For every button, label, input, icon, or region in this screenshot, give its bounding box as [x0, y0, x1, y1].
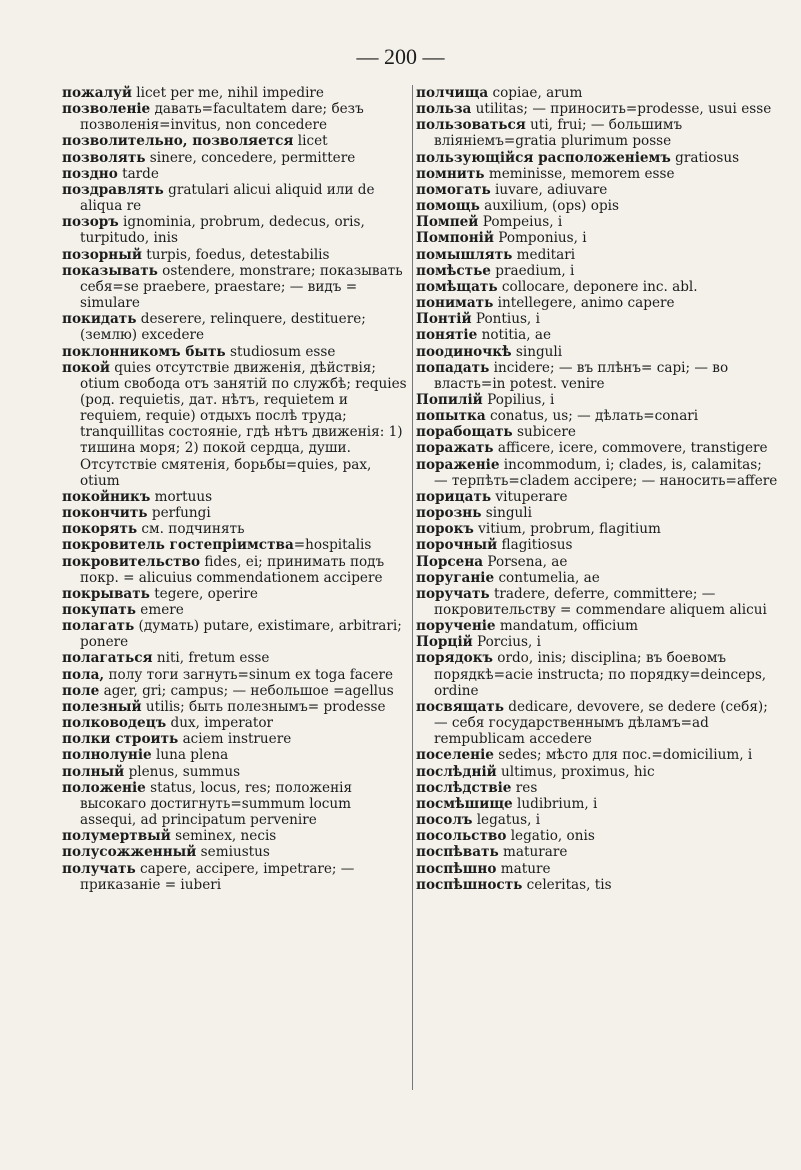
dictionary-entry [416, 166, 778, 182]
dictionary-entry [62, 747, 411, 763]
entry-headword: понимать [416, 295, 494, 312]
entry-translation: turpis, foedus, detestabilis [141, 246, 330, 263]
dictionary-entry [62, 715, 411, 731]
dictionary-entry [416, 521, 778, 537]
entry-headword: порокъ [416, 521, 474, 538]
entry-translation: ultimus, proximus, hic [496, 763, 655, 780]
entry-headword: поселеніе [416, 747, 494, 764]
entry-headword: поспѣшность [416, 876, 523, 893]
entry-headword: поручать [416, 585, 490, 602]
dictionary-entry [416, 877, 778, 893]
entry-translation: licet per me, nihil impedire [131, 85, 324, 101]
entry-headword: порученіе [416, 618, 496, 635]
dictionary-entry [416, 586, 778, 618]
dictionary-entry [416, 764, 778, 780]
entry-translation: ager, gri; campus; — небольшое =agellus [99, 682, 394, 699]
entry-translation: mandatum, officium [495, 618, 639, 635]
dictionary-entry [416, 440, 778, 456]
dictionary-entry [62, 521, 411, 537]
dictionary-entry [416, 634, 778, 650]
column-divider [412, 85, 413, 1090]
entry-headword: посмѣшище [416, 795, 513, 812]
entry-translation: vitium, probrum, flagitium [473, 521, 661, 538]
dictionary-entry [416, 182, 778, 198]
dictionary-entry [416, 101, 778, 117]
entry-headword: польза [416, 101, 472, 118]
entry-headword: полезный [62, 698, 142, 715]
dictionary-entry [416, 230, 778, 246]
dictionary-entry [62, 101, 411, 133]
entry-headword: посвящать [416, 698, 504, 715]
entry-headword: покровитель гостепріимства [62, 537, 294, 554]
entry-headword: посолъ [416, 812, 473, 829]
entry-headword: полчища [416, 85, 489, 101]
entry-translation: meditari [512, 246, 576, 263]
entry-translation: legatus, i [472, 812, 541, 829]
entry-translation: singuli [481, 505, 533, 522]
entry-translation: contumelia, ae [494, 569, 600, 586]
entry-headword: порабощать [416, 424, 513, 441]
dictionary-entry [62, 602, 411, 618]
entry-headword: попадать [416, 359, 490, 376]
entry-translation: seminex, necis [170, 828, 277, 845]
entry-translation: gratiosus [670, 149, 740, 166]
dictionary-entry [416, 214, 778, 230]
entry-headword: покой [62, 359, 110, 376]
dictionary-entry [416, 392, 778, 408]
entry-headword: покончить [62, 505, 148, 522]
entry-translation: utilitas; — приносить=prodesse, usui esse [471, 101, 772, 118]
entry-headword: послѣдній [416, 763, 497, 780]
entry-headword: полководецъ [62, 715, 167, 732]
dictionary-entry [62, 489, 411, 505]
entry-headword: позволительно, позволяется [62, 133, 294, 150]
dictionary-entry [62, 360, 411, 489]
right-column [416, 85, 778, 893]
entry-headword: полусожженный [62, 844, 197, 861]
dictionary-entry [62, 505, 411, 521]
entry-translation: ignominia, probrum, dedecus, oris, turpitudo, inis [80, 214, 370, 247]
entry-headword: поспѣшно [416, 860, 497, 877]
dictionary-entry [416, 796, 778, 812]
entry-headword: Порсена [416, 553, 484, 570]
entry-headword: порочный [416, 537, 498, 554]
dictionary-entry [416, 861, 778, 877]
entry-headword: помышлять [416, 246, 513, 263]
entry-headword: поклонникомъ быть [62, 343, 226, 360]
entry-translation: mortuus [150, 488, 213, 505]
dictionary-entry [62, 133, 411, 149]
entry-headword: пораженіе [416, 456, 500, 473]
page-number: — 200 — [356, 44, 445, 69]
entry-headword: Помпоній [416, 230, 494, 247]
dictionary-entry [62, 85, 411, 101]
dictionary-entry [62, 311, 411, 343]
dictionary-entry [62, 586, 411, 602]
entry-translation: dux, imperator [166, 715, 274, 732]
dictionary-entry [416, 747, 778, 763]
entry-headword: Помпей [416, 214, 479, 231]
entry-headword: помѣстье [416, 262, 491, 279]
entry-headword: попытка [416, 408, 486, 425]
entry-headword: помѣщать [416, 278, 498, 295]
dictionary-entry [416, 812, 778, 828]
entry-translation: auxilium, (ops) opis [479, 198, 620, 215]
entry-headword: позволеніе [62, 101, 151, 118]
entry-translation: studiosum esse [225, 343, 336, 360]
entry-headword: полки строить [62, 731, 179, 748]
entry-headword: помогать [416, 181, 491, 198]
entry-translation: =hospitalis [293, 537, 372, 554]
entry-headword: Понтій [416, 311, 472, 328]
dictionary-entry [62, 861, 411, 893]
dictionary-entry [62, 344, 411, 360]
entry-headword: позорный [62, 246, 142, 263]
entry-translation: copiae, arum [488, 85, 583, 101]
entry-headword: поодиночкѣ [416, 343, 512, 360]
dictionary-entry [416, 150, 778, 166]
entry-translation: notitia, ae [477, 327, 552, 344]
entry-translation: fides, ei; принимать подъ покр. = alicuius commendationem accipere [80, 553, 389, 586]
entry-translation: ordo, inis; disciplina; въ боевомъ порядкѣ=acie instructa; по порядку=deinceps, ordine [434, 650, 771, 699]
entry-headword: помощь [416, 198, 480, 215]
dictionary-entry [416, 780, 778, 796]
dictionary-entry [416, 554, 778, 570]
entry-translation: semiustus [196, 844, 270, 861]
entry-translation: licet [293, 133, 328, 150]
dictionary-entry [416, 344, 778, 360]
entry-headword: поздно [62, 165, 118, 182]
entry-translation: sinere, concedere, permittere [145, 149, 356, 166]
entry-headword: позволять [62, 149, 146, 166]
entry-headword: поздравлять [62, 181, 164, 198]
entry-translation: deserere, relinquere, destituere; (землю) excedere [80, 311, 371, 344]
entry-translation: meminisse, memorem esse [484, 165, 675, 182]
entry-translation: niti, fretum esse [152, 650, 270, 667]
entry-headword: полагаться [62, 650, 153, 667]
entry-headword: порицать [416, 488, 492, 505]
entry-translation: mature [496, 860, 551, 877]
entry-headword: покрывать [62, 585, 150, 602]
entry-translation: emere [135, 602, 184, 618]
dictionary-entry [62, 828, 411, 844]
dictionary-entry [62, 780, 411, 828]
dictionary-entry [416, 263, 778, 279]
dictionary-entry [62, 247, 411, 263]
entry-translation: Porsena, ae [483, 553, 568, 570]
dictionary-entry [416, 279, 778, 295]
entry-translation: см. подчинять [137, 521, 245, 538]
entry-headword: покорять [62, 521, 138, 538]
entry-translation: vituperare [491, 488, 568, 505]
entry-translation: ostendere, monstrare; показывать себя=se praebere, praestare; — видъ = simulare [80, 262, 407, 312]
entry-headword: покойникъ [62, 488, 151, 505]
entry-translation: capere, accipere, impetrare; — приказаніе = iuberi [80, 860, 359, 893]
entry-headword: Порцій [416, 634, 473, 651]
entry-translation: quies отсутствіе движенія, дѣйствія; otium свобода отъ занятій по службѣ; requies (род. requietis, дат. нѣтъ, requietem и requiem, requie) отдыхъ послѣ труда; tranquillitas состояніе, гдѣ нѣтъ движенія: 1) тишина моря; 2) покой сердца, души. Отсутствіе смятенія, борьбы=quies, pax, otium [80, 359, 411, 489]
entry-headword: полагать [62, 618, 135, 635]
entry-translation: flagitiosus [497, 537, 573, 554]
dictionary-entry [62, 844, 411, 860]
dictionary-entry [416, 618, 778, 634]
dictionary-entry [416, 247, 778, 263]
entry-translation: (думать) putare, existimare, arbitrari; ponere [80, 618, 407, 651]
dictionary-entry [62, 263, 411, 311]
dictionary-entry [416, 457, 778, 489]
entry-headword: покидать [62, 311, 137, 328]
dictionary-entry [416, 505, 778, 521]
entry-translation: gratulari alicui aliquid или de aliqua re [80, 181, 379, 215]
entry-translation: legatio, onis [506, 828, 595, 845]
dictionary-entry [62, 537, 411, 553]
entry-translation: tradere, deferre, committere; — покровительству = commendare aliquem alicui [434, 585, 767, 618]
dictionary-entry [416, 650, 778, 698]
dictionary-entry [416, 311, 778, 327]
entry-translation: Pompeius, i [478, 214, 563, 231]
entry-translation: conatus, us; — дѣлать=conari [485, 408, 699, 425]
entry-translation: afficere, icere, commovere, transtigere [493, 440, 768, 457]
dictionary-entry [416, 198, 778, 214]
entry-headword: покровительство [62, 553, 201, 570]
entry-translation: celeritas, tis [522, 876, 612, 893]
entry-translation: incommodum, i; clades, is, calamitas; — терпѣть=cladem accipere; — наносить=affere [434, 456, 778, 489]
entry-translation: collocare, deponere inc. abl. [497, 278, 698, 295]
entry-translation: incidere; — въ плѣнъ= capi; — во власть=in potest. venire [434, 359, 733, 392]
entry-headword: покупать [62, 602, 136, 618]
dictionary-entry [62, 150, 411, 166]
entry-translation: res [511, 779, 538, 796]
entry-headword: полный [62, 763, 125, 780]
entry-headword: полумертвый [62, 828, 171, 845]
entry-translation: aciem instruere [178, 731, 292, 748]
entry-headword: пользующійся расположеніемъ [416, 149, 671, 166]
dictionary-entry [62, 731, 411, 747]
entry-headword: показывать [62, 262, 158, 279]
dictionary-entry [62, 699, 411, 715]
entry-headword: понятіе [416, 327, 478, 344]
dictionary-entry [62, 554, 411, 586]
entry-headword: порознь [416, 505, 482, 522]
dictionary-entry [416, 360, 778, 392]
entry-translation: singuli [511, 343, 563, 360]
entry-headword: пожалуй [62, 85, 132, 101]
entry-translation: полу тоги загнуть=sinum ex toga facere [104, 666, 394, 683]
entry-translation: dedicare, devovere, se dedere (себя); — себя государственнымъ дѣламъ=ad rempublicam accedere [434, 698, 773, 748]
entry-headword: поражать [416, 440, 494, 457]
entry-translation: maturare [498, 844, 568, 861]
dictionary-entry [416, 570, 778, 586]
entry-headword: послѣдствіе [416, 779, 512, 796]
entry-translation: subicere [512, 424, 576, 441]
entry-translation: praedium, i [490, 262, 575, 279]
entry-headword: полнолуніе [62, 747, 152, 764]
dictionary-entry [62, 618, 411, 650]
left-column [62, 85, 411, 893]
entry-translation: utilis; быть полезнымъ= prodesse [141, 698, 386, 715]
dictionary-entry [62, 214, 411, 246]
entry-translation: luna plena [151, 747, 229, 764]
entry-translation: sedes; мѣсто для пос.=domicilium, i [493, 747, 753, 764]
entry-headword: поспѣвать [416, 844, 499, 861]
dictionary-entry [62, 667, 411, 683]
entry-headword: Попилій [416, 391, 483, 408]
entry-translation: Popilius, i [482, 391, 555, 408]
entry-translation: tarde [117, 165, 159, 182]
entry-headword: позоръ [62, 214, 119, 231]
entry-headword: пользоваться [416, 117, 526, 134]
entry-headword: поруганіе [416, 569, 495, 586]
entry-headword: посольство [416, 828, 507, 845]
entry-headword: порядокъ [416, 650, 493, 667]
entry-translation: Pomponius, i [493, 230, 587, 247]
entry-translation: iuvare, adiuvare [490, 181, 608, 198]
dictionary-entry [416, 828, 778, 844]
entry-translation: ludibrium, i [512, 795, 598, 812]
dictionary-entry [62, 650, 411, 666]
entry-headword: поле [62, 682, 100, 699]
entry-translation: Pontius, i [471, 311, 540, 328]
entry-translation: status, locus, res; положенія высокаго достигнуть=summum locum assequi, ad principatum pervenire [80, 779, 357, 829]
dictionary-entry [62, 683, 411, 699]
dictionary-entry [62, 166, 411, 182]
entry-translation: plenus, summus [124, 763, 241, 780]
dictionary-entry [416, 424, 778, 440]
dictionary-entry [62, 182, 411, 214]
dictionary-entry [416, 117, 778, 149]
dictionary-entry [416, 489, 778, 505]
entry-headword: пола, [62, 666, 105, 683]
entry-headword: положеніе [62, 779, 146, 796]
entry-translation: tegere, operire [149, 585, 258, 602]
dictionary-entry [416, 295, 778, 311]
entry-translation: давать=facultatem dare; безъ позволенія=invitus, non concedere [80, 101, 369, 134]
dictionary-entry [62, 764, 411, 780]
entry-headword: помнить [416, 165, 485, 182]
entry-headword: получать [62, 860, 136, 877]
dictionary-entry [416, 327, 778, 343]
entry-translation: intellegere, animo capere [493, 295, 675, 312]
dictionary-entry [416, 699, 778, 747]
entry-translation: perfungi [147, 505, 211, 522]
dictionary-entry [416, 85, 778, 101]
entry-translation: Porcius, i [472, 634, 541, 651]
dictionary-entry [416, 844, 778, 860]
dictionary-entry [416, 537, 778, 553]
entry-translation: uti, frui; — большимъ вліяніемъ=gratia plurimum posse [434, 117, 687, 150]
dictionary-entry [416, 408, 778, 424]
